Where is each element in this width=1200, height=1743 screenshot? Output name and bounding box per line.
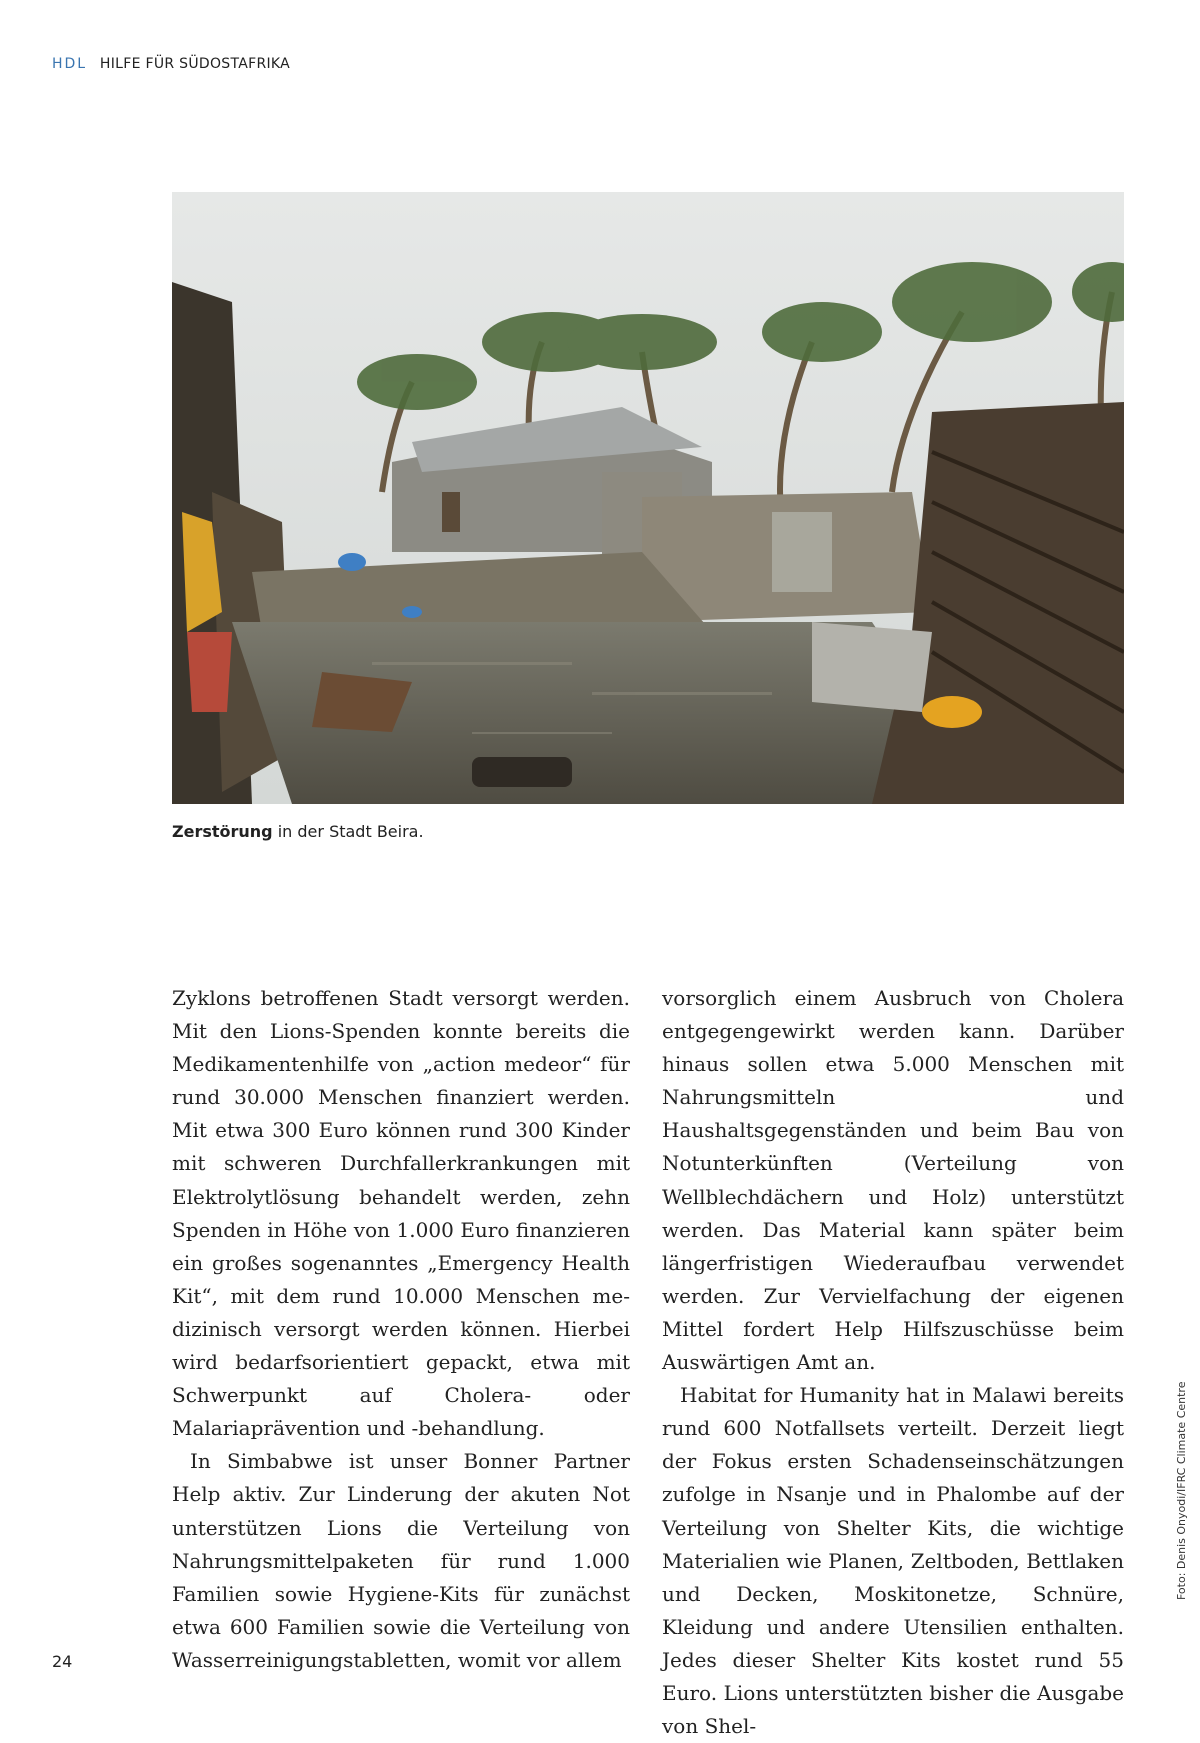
beira-destruction-photo xyxy=(172,192,1124,804)
caption-text: in der Stadt Beira. xyxy=(272,822,424,841)
header-brand: HDL xyxy=(52,56,88,72)
photo-caption xyxy=(172,822,424,841)
body-paragraph: Zyklons betroffenen Stadt versorgt werden. Mit den Lions-Spenden konnte bereits die Medikamentenhilfe von „action medeor“ für rund 30.000 Menschen finanziert werden. Mit etwa 300 Euro können rund 300 Kinder mit schweren Durchfallerkrankungen mit Elektrolytlösung behandelt werden, zehn Spenden in Höhe von 1.000 Euro finanzieren ein großes sogenanntes „Emergency Health Kit“, mit dem rund 10.000 Menschen medizinisch versorgt werden können. Hierbei wird bedarfsorientiert gepackt, etwa mit Schwerpunkt auf Cholera- oder Malariaprävention und -behandlung. xyxy=(172,986,630,1441)
running-header xyxy=(52,56,290,72)
caption-bold-lead: Zerstörung xyxy=(172,822,273,841)
header-section-title: HILFE FÜR SÜDOSTAFRIKA xyxy=(99,56,291,72)
body-column-left xyxy=(172,982,630,1677)
body-paragraph: vorsorglich einem Ausbruch von Cholera entgegengewirkt werden kann. Darüber hinaus sollen etwa 5.000 Menschen mit Nahrungsmitteln und Haushaltsgegenständen und beim Bau von Notunterkünften (Verteilung von Wellblechdächern und Holz) unterstützt werden. Das Material kann später beim längerfristigen Wiederaufbau verwendet werden. Zur Vervielfachung der eigenen Mittel fordert Help Hilfszuschüsse beim Auswärtigen Amt an. xyxy=(662,986,1124,1375)
page-number: 24 xyxy=(52,1652,73,1671)
photo-credit: Foto: Denis Onyodi/IFRC Climate Centre xyxy=(1175,1381,1188,1600)
body-paragraph: In Simbabwe ist unser Bonner Partner Help aktiv. Zur Linderung der akuten Not unterstützen Lions die Verteilung von Nahrungsmittelpaketen für rund 1.000 Familien sowie Hygiene-Kits für zunächst etwa 600 Familien sowie die Verteilung von Wasserreinigungstabletten, womit vor allem xyxy=(172,1449,630,1672)
body-paragraph: Habitat for Humanity hat in Malawi bereits rund 600 Notfallsets verteilt. Derzeit liegt der Fokus ersten Schadenseinschätzungen zufolge in Nsanje und in Phalombe auf der Verteilung von Shelter Kits, die wichtige Materialien wie Planen, Zeltboden, Bettlaken und Decken, Moskitonetze, Schnüre, Kleidung und andere Utensilien enthalten. Jedes dieser Shelter Kits kostet rund 55 Euro. Lions unterstützten bisher die Ausgabe von Shel- xyxy=(662,1383,1124,1739)
body-column-right xyxy=(662,982,1124,1743)
